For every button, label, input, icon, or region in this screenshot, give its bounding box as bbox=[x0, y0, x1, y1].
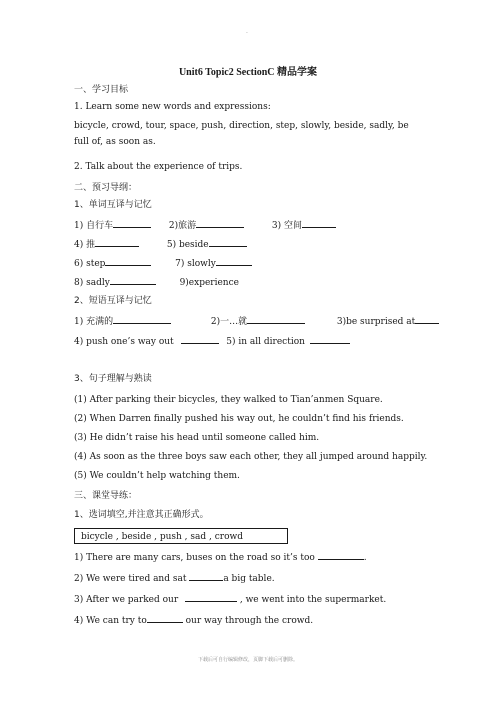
word-bank-text: bicycle , beside , push , sad , crowd bbox=[81, 532, 243, 542]
phrase-item: 2)一…就 bbox=[210, 317, 248, 327]
phrase-item: 4) push one’s way out bbox=[74, 337, 174, 347]
answer-blank[interactable] bbox=[310, 334, 350, 344]
phrase-item: 1) 充满的 bbox=[74, 317, 114, 327]
phrase-item: 3)be surprised at bbox=[336, 317, 416, 327]
word-bank-box bbox=[74, 528, 288, 544]
answer-blank[interactable] bbox=[95, 237, 139, 247]
subheading-phrases: 2、短语互译与记忆 bbox=[74, 296, 152, 306]
answer-blank[interactable] bbox=[189, 571, 223, 581]
sentence-3: (3) He didn’t raise his head until someone called him. bbox=[74, 433, 320, 443]
sentence-1: (1) After parking their bicycles, they walked to Tian’anmen Square. bbox=[74, 395, 383, 405]
objective-1: 1. Learn some new words and expressions: bbox=[74, 102, 271, 112]
answer-blank[interactable] bbox=[113, 218, 151, 228]
question-text: a big table. bbox=[223, 574, 275, 584]
sentence-2: (2) When Darren finally pushed his way out, he couldn’t find his friends. bbox=[74, 414, 404, 424]
word-item: 4) 推 bbox=[74, 240, 96, 250]
question-2 bbox=[74, 571, 275, 585]
word-item: 7) slowly bbox=[175, 259, 216, 269]
question-text: 4) We can try to bbox=[74, 616, 147, 626]
word-item: 9)experience bbox=[179, 278, 239, 288]
sentence-4: (4) As soon as the three boys saw each other, they all jumped around happily. bbox=[74, 452, 428, 462]
answer-blank[interactable] bbox=[185, 592, 237, 602]
question-text: 3) After we parked our bbox=[74, 595, 179, 605]
page-footer: 下载后可自行编辑修改，页脚下载后可删除。 bbox=[197, 657, 298, 663]
subheading-sentences: 3、句子理解与熟读 bbox=[74, 374, 152, 384]
question-text: our way through the crowd. bbox=[185, 616, 314, 626]
answer-blank[interactable] bbox=[181, 334, 219, 344]
exercise-instruction: 1、选词填空,并注意其正确形式。 bbox=[74, 510, 209, 520]
word-item: 2)旅游 bbox=[168, 221, 197, 231]
answer-blank[interactable] bbox=[147, 613, 183, 623]
objective-2: 2. Talk about the experience of trips. bbox=[74, 162, 243, 172]
question-text: 1) There are many cars, buses on the road so it’s too bbox=[74, 553, 315, 563]
answer-blank[interactable] bbox=[318, 550, 364, 560]
answer-blank[interactable] bbox=[216, 256, 252, 266]
phrase-row-2 bbox=[74, 334, 350, 348]
question-3 bbox=[74, 592, 386, 606]
sentence-5: (5) We couldn’t help watching them. bbox=[74, 471, 240, 481]
question-4 bbox=[74, 613, 313, 627]
word-item: 3) 空间 bbox=[271, 221, 302, 231]
phrase-row-1 bbox=[74, 314, 439, 328]
answer-blank[interactable] bbox=[113, 314, 171, 324]
answer-blank[interactable] bbox=[415, 314, 439, 324]
question-text: 2) We were tired and sat bbox=[74, 574, 187, 584]
word-item: 1) 自行车 bbox=[74, 221, 114, 231]
answer-blank[interactable] bbox=[302, 218, 336, 228]
section-heading-practice: 三、课堂导练： bbox=[74, 491, 138, 501]
word-row-1 bbox=[74, 218, 336, 232]
word-row-3 bbox=[74, 256, 252, 270]
answer-blank[interactable] bbox=[196, 218, 244, 228]
section-heading-objectives: 一、学习目标 bbox=[74, 85, 129, 95]
page-title: Unit6 Topic2 SectionC 精品学案 bbox=[178, 67, 318, 78]
word-row-4 bbox=[74, 275, 239, 289]
answer-blank[interactable] bbox=[105, 256, 151, 266]
question-text: . bbox=[363, 553, 367, 563]
answer-blank[interactable] bbox=[247, 314, 305, 324]
answer-blank[interactable] bbox=[110, 275, 156, 285]
objective-1-words: bicycle, crowd, tour, space, push, direction, step, slowly, beside, sadly, be full of, as soon as. bbox=[74, 121, 409, 147]
question-text: , we went into the supermarket. bbox=[239, 595, 387, 605]
phrase-item: 5) in all direction bbox=[226, 337, 305, 347]
word-item: 8) sadly bbox=[74, 278, 110, 288]
word-item: 5) beside bbox=[166, 240, 209, 250]
word-row-2 bbox=[74, 237, 247, 251]
answer-blank[interactable] bbox=[209, 237, 247, 247]
section-heading-preview: 二、预习导纲： bbox=[74, 183, 138, 193]
question-1 bbox=[74, 550, 367, 564]
subheading-words: 1、单词互译与记忆 bbox=[74, 200, 152, 210]
word-item: 6) step bbox=[74, 259, 106, 269]
header-mark: . bbox=[246, 28, 248, 35]
